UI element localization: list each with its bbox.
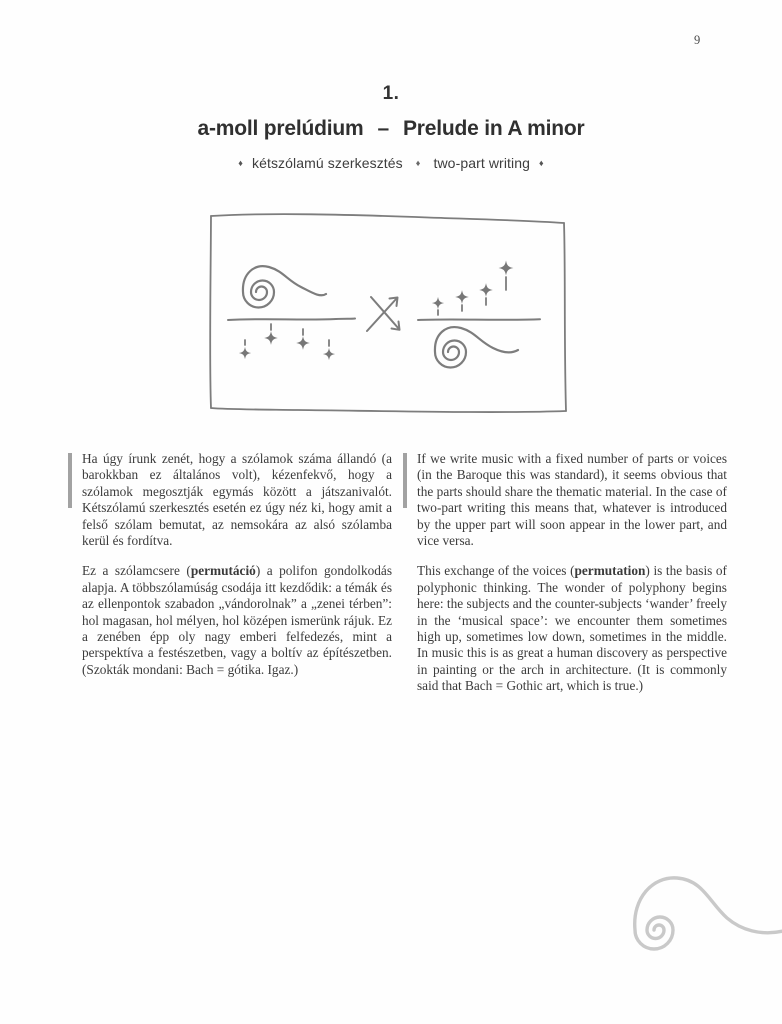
sketch-frame: [210, 214, 566, 412]
title-hungarian: a-moll prelúdium: [197, 117, 364, 140]
sparkles-upper-right: [432, 261, 514, 310]
page-number: 9: [694, 33, 701, 47]
sparkles-lower-left: [239, 331, 335, 360]
subtitle-english: two-part writing: [433, 155, 531, 171]
upper-voice-motif-left: [243, 266, 326, 307]
hungarian-column: [82, 451, 392, 709]
paragraph-en-1: If we write music with a fixed number of parts or voices (in the Baroque this was standard), it seems obvious that the parts should share the thematic material. In the case of two-part writing this means that, whatever is introduced by the upper part will soon appear in the lower part, and vice versa.: [417, 451, 727, 549]
diamond-icon: ♦: [539, 158, 544, 168]
crossed-arrows-icon: [367, 297, 400, 331]
paragraph-hu-2: Ez a szólamcsere (permutáció) a polifon gondolkodás alapja. A többszólamúság csodája itt kezdődik: a témák és az ellenpontok szabadon „vándorolnak” a „zenei térben”: hol magasan, hol mélyen, hol középen ismerünk rájuk. Ez a zenében épp oly nagy emberi felfedezés, mint a perspektíva a festészetben, vagy a boltív az építészetben. (Szokták mondani: Bach = gótika. Igaz.): [82, 563, 392, 677]
chapter-number: 1.: [382, 83, 400, 104]
subtitle-hungarian: kétszólamú szerkesztés: [251, 155, 403, 171]
lower-voice-motif-right: [435, 327, 518, 367]
voice-exchange-sketch: [208, 210, 570, 418]
spiral-ornament: [599, 860, 782, 980]
divider-line-right: [418, 319, 540, 320]
sparkle-stems-right: [438, 277, 506, 315]
title-english: Prelude in A minor: [402, 117, 585, 140]
page-title: [0, 117, 782, 141]
divider-line-left: [228, 319, 355, 321]
english-column: [417, 451, 727, 709]
sparkle-stems-left: [245, 324, 329, 346]
paragraph-hu-1: Ha úgy írunk zenét, hogy a szólamok száma állandó (a barokkban ez általános volt), kézenfekvő, hogy a szólamok megosztják egymás között a játszanivalót. Kétszólamú szerkesztés esetén ez úgy néz ki, hogy amit a felső szólam bemutat, az nemsokára az alsó szólamba kerül és fordítva.: [82, 451, 392, 549]
diamond-icon: ♦: [238, 158, 243, 168]
paragraph-en-2: This exchange of the voices (permutation) is the basis of polyphonic thinking. The wonder of polyphony begins here: the subjects and the counter-subjects ‘wander’ freely in the ‘musical space’: we encounter them sometimes high up, sometimes low down, sometimes in the middle. In music this is as great a human discovery as perspective in painting or the arch in architecture. (It is commonly said that Bach = Gothic art, which is true.): [417, 563, 727, 694]
quote-bar: [403, 453, 407, 508]
text-columns: [82, 451, 728, 709]
diamond-icon: ♦: [415, 158, 421, 168]
quote-bar: [68, 453, 72, 508]
page-subtitle: [0, 155, 782, 171]
title-dash: –: [377, 117, 389, 140]
